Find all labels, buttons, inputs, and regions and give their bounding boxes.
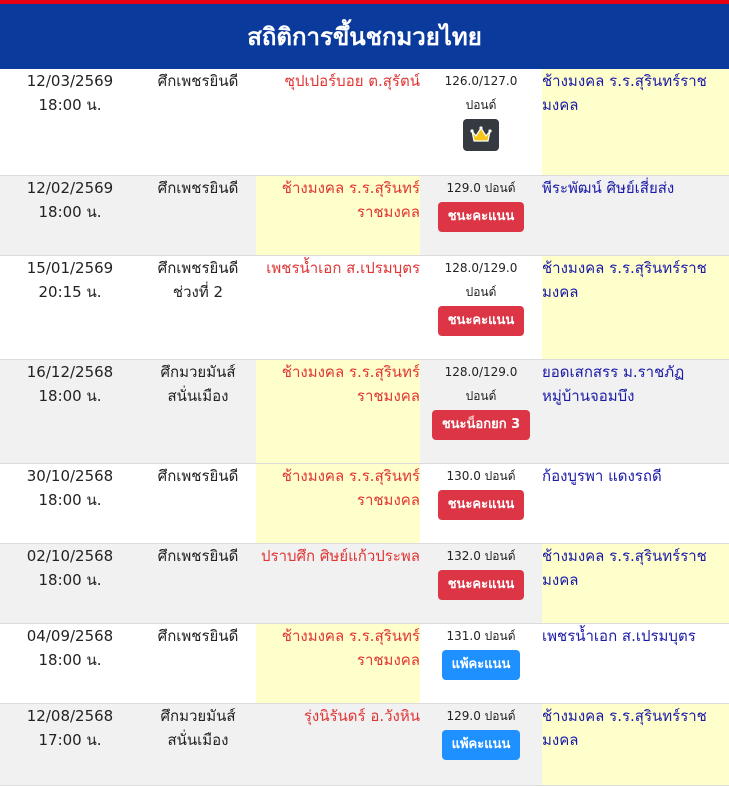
- fight-time: 18:00 น.: [38, 490, 102, 509]
- event-name-cell: [140, 359, 256, 463]
- fight-date-cell: [0, 175, 140, 255]
- weight-class: 126.0/127.0: [444, 74, 518, 88]
- blue-corner-fighter[interactable]: ช้างมงคล ร.ร.สุรินทร์ราชมงคล: [542, 703, 729, 785]
- weight-result-cell: [420, 359, 542, 463]
- event-name-cell: [140, 543, 256, 623]
- fight-time: 20:15 น.: [38, 282, 102, 301]
- fight-date-cell: [0, 69, 140, 175]
- fight-row: [0, 359, 729, 463]
- fight-row: [0, 175, 729, 255]
- fight-date-cell: [0, 463, 140, 543]
- event-name-line: ศึกเพชรยินดี: [157, 72, 239, 90]
- weight-result-cell: [420, 623, 542, 703]
- fight-date: 12/03/2569: [26, 72, 114, 90]
- weight-class: ปอนด์: [465, 284, 497, 299]
- fight-row: [0, 623, 729, 703]
- event-name-cell: [140, 623, 256, 703]
- event-name-line: สนั่นเมือง: [167, 386, 229, 405]
- page-title: สถิติการขึ้นชกมวยไทย: [247, 23, 482, 51]
- fight-date: 12/08/2568: [26, 706, 114, 725]
- red-corner-fighter[interactable]: เพชรน้ำเอก ส.เปรมบุตร: [256, 255, 420, 359]
- fight-stats-table: [0, 69, 729, 786]
- event-name-line: ศึกเพชรยินดี: [157, 546, 239, 565]
- weight-class: 130.0 ปอนด์: [446, 468, 516, 483]
- red-corner-fighter[interactable]: ช้างมงคล ร.ร.สุรินทร์ราชมงคล: [256, 175, 420, 255]
- fight-list: [0, 69, 729, 785]
- blue-corner-fighter[interactable]: ช้างมงคล ร.ร.สุรินทร์ราชมงคล: [542, 543, 729, 623]
- red-corner-fighter[interactable]: ปราบศึก ศิษย์แก้วประพล: [256, 543, 420, 623]
- blue-corner-fighter[interactable]: ช้างมงคล ร.ร.สุรินทร์ราชมงคล: [542, 255, 729, 359]
- fight-date: 12/02/2569: [26, 178, 114, 197]
- event-name-line: ศึกเพชรยินดี: [157, 466, 239, 485]
- event-name-line: ศึกเพชรยินดี: [157, 178, 239, 197]
- weight-result-cell: [420, 69, 542, 175]
- event-name-cell: [140, 463, 256, 543]
- red-corner-fighter[interactable]: ช้างมงคล ร.ร.สุรินทร์ราชมงคล: [256, 359, 420, 463]
- fight-row: [0, 543, 729, 623]
- weight-class: 129.0 ปอนด์: [446, 708, 516, 723]
- event-name-line: ศึกเพชรยินดี: [157, 258, 239, 277]
- fight-date-cell: [0, 359, 140, 463]
- weight-result-cell: [420, 543, 542, 623]
- result-badge: ชนะคะแนน: [438, 306, 525, 336]
- weight-result-cell: [420, 463, 542, 543]
- weight-class: 128.0/129.0: [444, 260, 518, 275]
- event-name-line: ศึกมวยมันส์: [160, 706, 236, 725]
- blue-corner-fighter[interactable]: เพชรน้ำเอก ส.เปรมบุตร: [542, 623, 729, 703]
- event-name-cell: [140, 69, 256, 175]
- red-corner-fighter[interactable]: รุ่งนิรันดร์ อ.วังหิน: [256, 703, 420, 785]
- event-name-line: ศึกมวยมันส์: [160, 362, 236, 381]
- fight-date-cell: [0, 703, 140, 785]
- result-badge: ชนะคะแนน: [438, 490, 525, 520]
- result-badge: แพ้คะแนน: [442, 650, 521, 680]
- red-corner-fighter[interactable]: ซุปเปอร์บอย ต.สุรัตน์: [256, 69, 420, 175]
- weight-class: ปอนด์: [465, 388, 497, 403]
- fight-date-cell: [0, 543, 140, 623]
- fight-date: 16/12/2568: [26, 362, 114, 381]
- fight-row: [0, 255, 729, 359]
- fight-time: 18:00 น.: [38, 202, 102, 221]
- blue-corner-fighter[interactable]: ก้องบูรพา แดงรถดี: [542, 463, 729, 543]
- event-name-cell: [140, 175, 256, 255]
- weight-result-cell: [420, 703, 542, 785]
- red-corner-fighter[interactable]: ช้างมงคล ร.ร.สุรินทร์ราชมงคล: [256, 463, 420, 543]
- weight-class: 131.0 ปอนด์: [446, 628, 516, 643]
- fight-row: [0, 463, 729, 543]
- blue-corner-fighter[interactable]: พีระพัฒน์ ศิษย์เสี่ยส่ง: [542, 175, 729, 255]
- blue-corner-fighter[interactable]: ยอดเสกสรร ม.ราชภัฏหมู่บ้านจอมบึง: [542, 359, 729, 463]
- event-name-line: ศึกเพชรยินดี: [157, 626, 239, 645]
- event-name-line: ช่วงที่ 2: [172, 282, 224, 301]
- fight-time: 18:00 น.: [38, 96, 102, 114]
- fight-time: 18:00 น.: [38, 570, 102, 589]
- fight-time: 17:00 น.: [38, 730, 102, 749]
- weight-result-cell: [420, 255, 542, 359]
- blue-corner-fighter[interactable]: ช้างมงคล ร.ร.สุรินทร์ราชมงคล: [542, 69, 729, 175]
- crown-icon: [463, 119, 499, 151]
- weight-class: 129.0 ปอนด์: [446, 180, 516, 195]
- event-name-cell: [140, 703, 256, 785]
- fight-date: 04/09/2568: [26, 626, 114, 645]
- fight-time: 18:00 น.: [38, 650, 102, 669]
- fight-date: 02/10/2568: [26, 546, 114, 565]
- fight-date: 30/10/2568: [26, 466, 114, 485]
- result-badge: ชนะคะแนน: [438, 202, 525, 232]
- fight-time: 18:00 น.: [38, 386, 102, 405]
- page-header: [0, 4, 729, 69]
- event-name-line: สนั่นเมือง: [167, 730, 229, 749]
- result-badge: ชนะคะแนน: [438, 570, 525, 600]
- weight-class: 132.0 ปอนด์: [446, 548, 516, 563]
- red-corner-fighter[interactable]: ช้างมงคล ร.ร.สุรินทร์ราชมงคล: [256, 623, 420, 703]
- result-badge: แพ้คะแนน: [442, 730, 521, 760]
- fight-row: [0, 69, 729, 175]
- fight-date-cell: [0, 623, 140, 703]
- event-name-cell: [140, 255, 256, 359]
- fight-date: 15/01/2569: [26, 258, 114, 277]
- fight-date-cell: [0, 255, 140, 359]
- fight-row: [0, 703, 729, 785]
- weight-result-cell: [420, 175, 542, 255]
- result-badge: ชนะน็อกยก 3: [432, 410, 530, 440]
- weight-class: 128.0/129.0: [444, 364, 518, 379]
- weight-class: ปอนด์: [465, 98, 497, 112]
